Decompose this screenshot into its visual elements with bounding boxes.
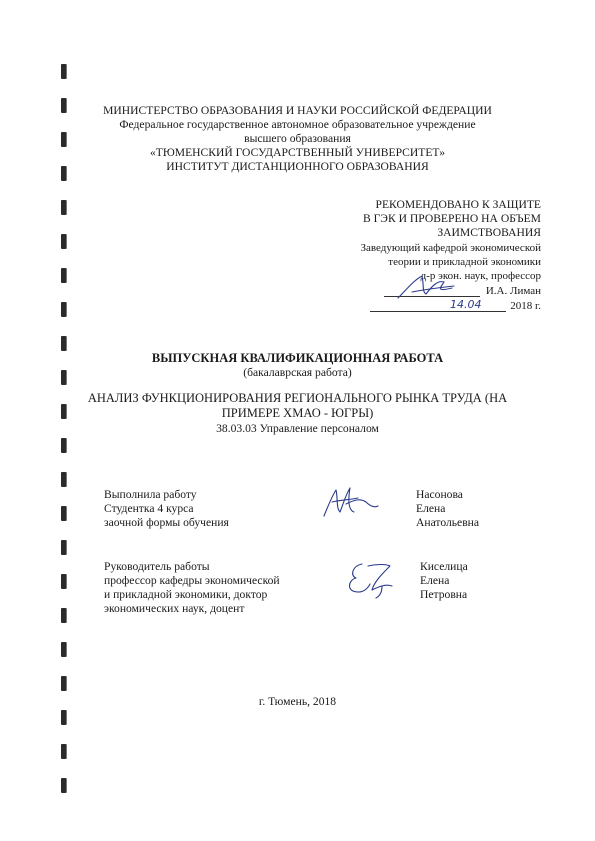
binding-ring	[61, 302, 66, 317]
binding-ring	[61, 200, 66, 215]
work-subtitle: (бакалаврская работа)	[243, 366, 352, 379]
binding-ring	[61, 744, 66, 759]
work-type-title: ВЫПУСКНАЯ КВАЛИФИКАЦИОННАЯ РАБОТА	[151, 351, 444, 365]
binding-ring	[61, 540, 66, 555]
approval-line-1: РЕКОМЕНДОВАНО К ЗАЩИТЕ	[375, 198, 541, 211]
approver-name: И.А. Лиман	[485, 285, 541, 297]
binding-ring	[61, 608, 66, 623]
author-role-2: Студентка 4 курса	[104, 502, 194, 515]
ministry-name: МИНИСТЕРСТВО ОБРАЗОВАНИЯ И НАУКИ РОССИЙСКОЙ ФЕДЕРАЦИИ	[103, 104, 492, 117]
university-name: «ТЮМЕНСКИЙ ГОСУДАРСТВЕННЫЙ УНИВЕРСИТЕТ»	[149, 146, 446, 159]
binding-ring	[61, 642, 66, 657]
topic-line-1: АНАЛИЗ ФУНКЦИОНИРОВАНИЯ РЕГИОНАЛЬНОГО РЫНКА ТРУДА (НА	[87, 391, 508, 405]
author-signature	[318, 482, 380, 522]
supervisor-role-1: Руководитель работы	[104, 560, 210, 573]
approval-year: 2018 г.	[510, 300, 541, 312]
topic-line-2: ПРИМЕРЕ ХМАО - ЮГРЫ)	[221, 406, 374, 420]
binding-ring	[61, 234, 66, 249]
binding-ring	[61, 472, 66, 487]
handwritten-date: 14.04	[450, 298, 482, 311]
approval-line-3: ЗАИМСТВОВАНИЯ	[437, 226, 541, 239]
supervisor-first-name: Елена	[420, 574, 450, 587]
author-role-3: заочной формы обучения	[104, 516, 229, 529]
supervisor-signature	[342, 556, 398, 600]
author-surname: Насонова	[416, 488, 463, 501]
supervisor-role-4: экономических наук, доцент	[104, 602, 245, 615]
binding-ring	[61, 574, 66, 589]
institution-type: Федеральное государственное автономное образовательное учреждение	[119, 118, 476, 131]
date-line	[370, 311, 506, 312]
author-patronymic: Анатольевна	[416, 516, 480, 529]
supervisor-patronymic: Петровна	[420, 588, 468, 601]
approval-line-2: В ГЭК И ПРОВЕРЕНО НА ОБЪЕМ	[362, 212, 541, 225]
approver-position-2: теории и прикладной экономики	[388, 256, 541, 268]
specialty: 38.03.03 Управление персоналом	[216, 422, 379, 435]
city-year: г. Тюмень, 2018	[258, 695, 337, 708]
binding-ring	[61, 710, 66, 725]
binding-ring	[61, 268, 66, 283]
supervisor-role-3: и прикладной экономики, доктор	[104, 588, 268, 601]
author-role-1: Выполнила работу	[104, 488, 197, 501]
binding-ring	[61, 506, 66, 521]
binding-ring	[61, 64, 66, 79]
author-first-name: Елена	[416, 502, 446, 515]
approver-position-1: Заведующий кафедрой экономической	[360, 242, 541, 254]
approver-degree: д-р экон. наук, профессор	[420, 270, 541, 282]
binding-ring	[61, 778, 66, 793]
institute-name: ИНСТИТУТ ДИСТАНЦИОННОГО ОБРАЗОВАНИЯ	[166, 160, 429, 173]
supervisor-role-2: профессор кафедры экономической	[104, 574, 280, 587]
binding-ring	[61, 676, 66, 691]
binding-ring	[61, 438, 66, 453]
supervisor-surname: Киселица	[420, 560, 468, 573]
education-level: высшего образования	[244, 132, 351, 145]
binding-ring	[61, 336, 66, 351]
